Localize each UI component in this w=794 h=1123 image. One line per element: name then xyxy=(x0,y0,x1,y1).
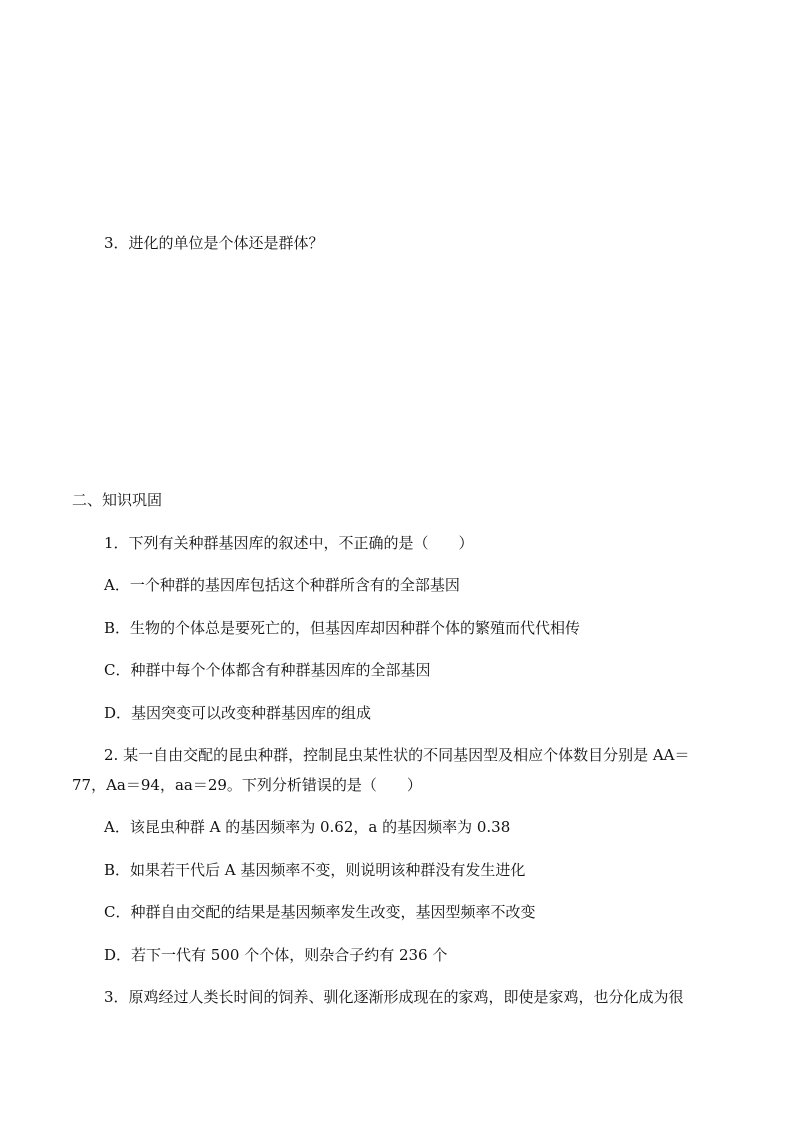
q1-stem: 1．下列有关种群基因库的叙述中，不正确的是（ ） xyxy=(104,534,474,552)
section-title: 二、知识巩固 xyxy=(72,491,163,509)
q1-option-a: A．一个种群的基因库包括这个种群所含有的全部基因 xyxy=(104,576,460,594)
q1-option-d: D．基因突变可以改变种群基因库的组成 xyxy=(104,704,372,722)
q2-stem-line1: 2. 某一自由交配的昆虫种群，控制昆虫某性状的不同基因型及相应个体数目分别是 AA＝ xyxy=(104,746,690,764)
q2-option-d: D．若下一代有 500 个个体，则杂合子约有 236 个 xyxy=(104,946,448,964)
q3-stem-line1: 3．原鸡经过人类长时间的饲养、驯化逐渐形成现在的家鸡，即使是家鸡，也分化成为很 xyxy=(104,988,684,1006)
q1-option-c: C．种群中每个个体都含有种群基因库的全部基因 xyxy=(104,661,431,679)
q2-stem-line2: 77，Aa＝94，aa＝29。下列分析错误的是（ ） xyxy=(72,776,422,794)
q1-option-b: B．生物的个体总是要死亡的，但基因库却因种群个体的繁殖而代代相传 xyxy=(104,619,581,637)
q2-option-c: C．种群自由交配的结果是基因频率发生改变，基因型频率不改变 xyxy=(104,903,536,921)
question-3-reflection: 3．进化的单位是个体还是群体？ xyxy=(104,234,324,252)
q2-option-a: A．该昆虫种群 A 的基因频率为 0.62，a 的基因频率为 0.38 xyxy=(104,818,511,836)
q2-option-b: B．如果若干代后 A 基因频率不变，则说明该种群没有发生进化 xyxy=(104,861,526,879)
